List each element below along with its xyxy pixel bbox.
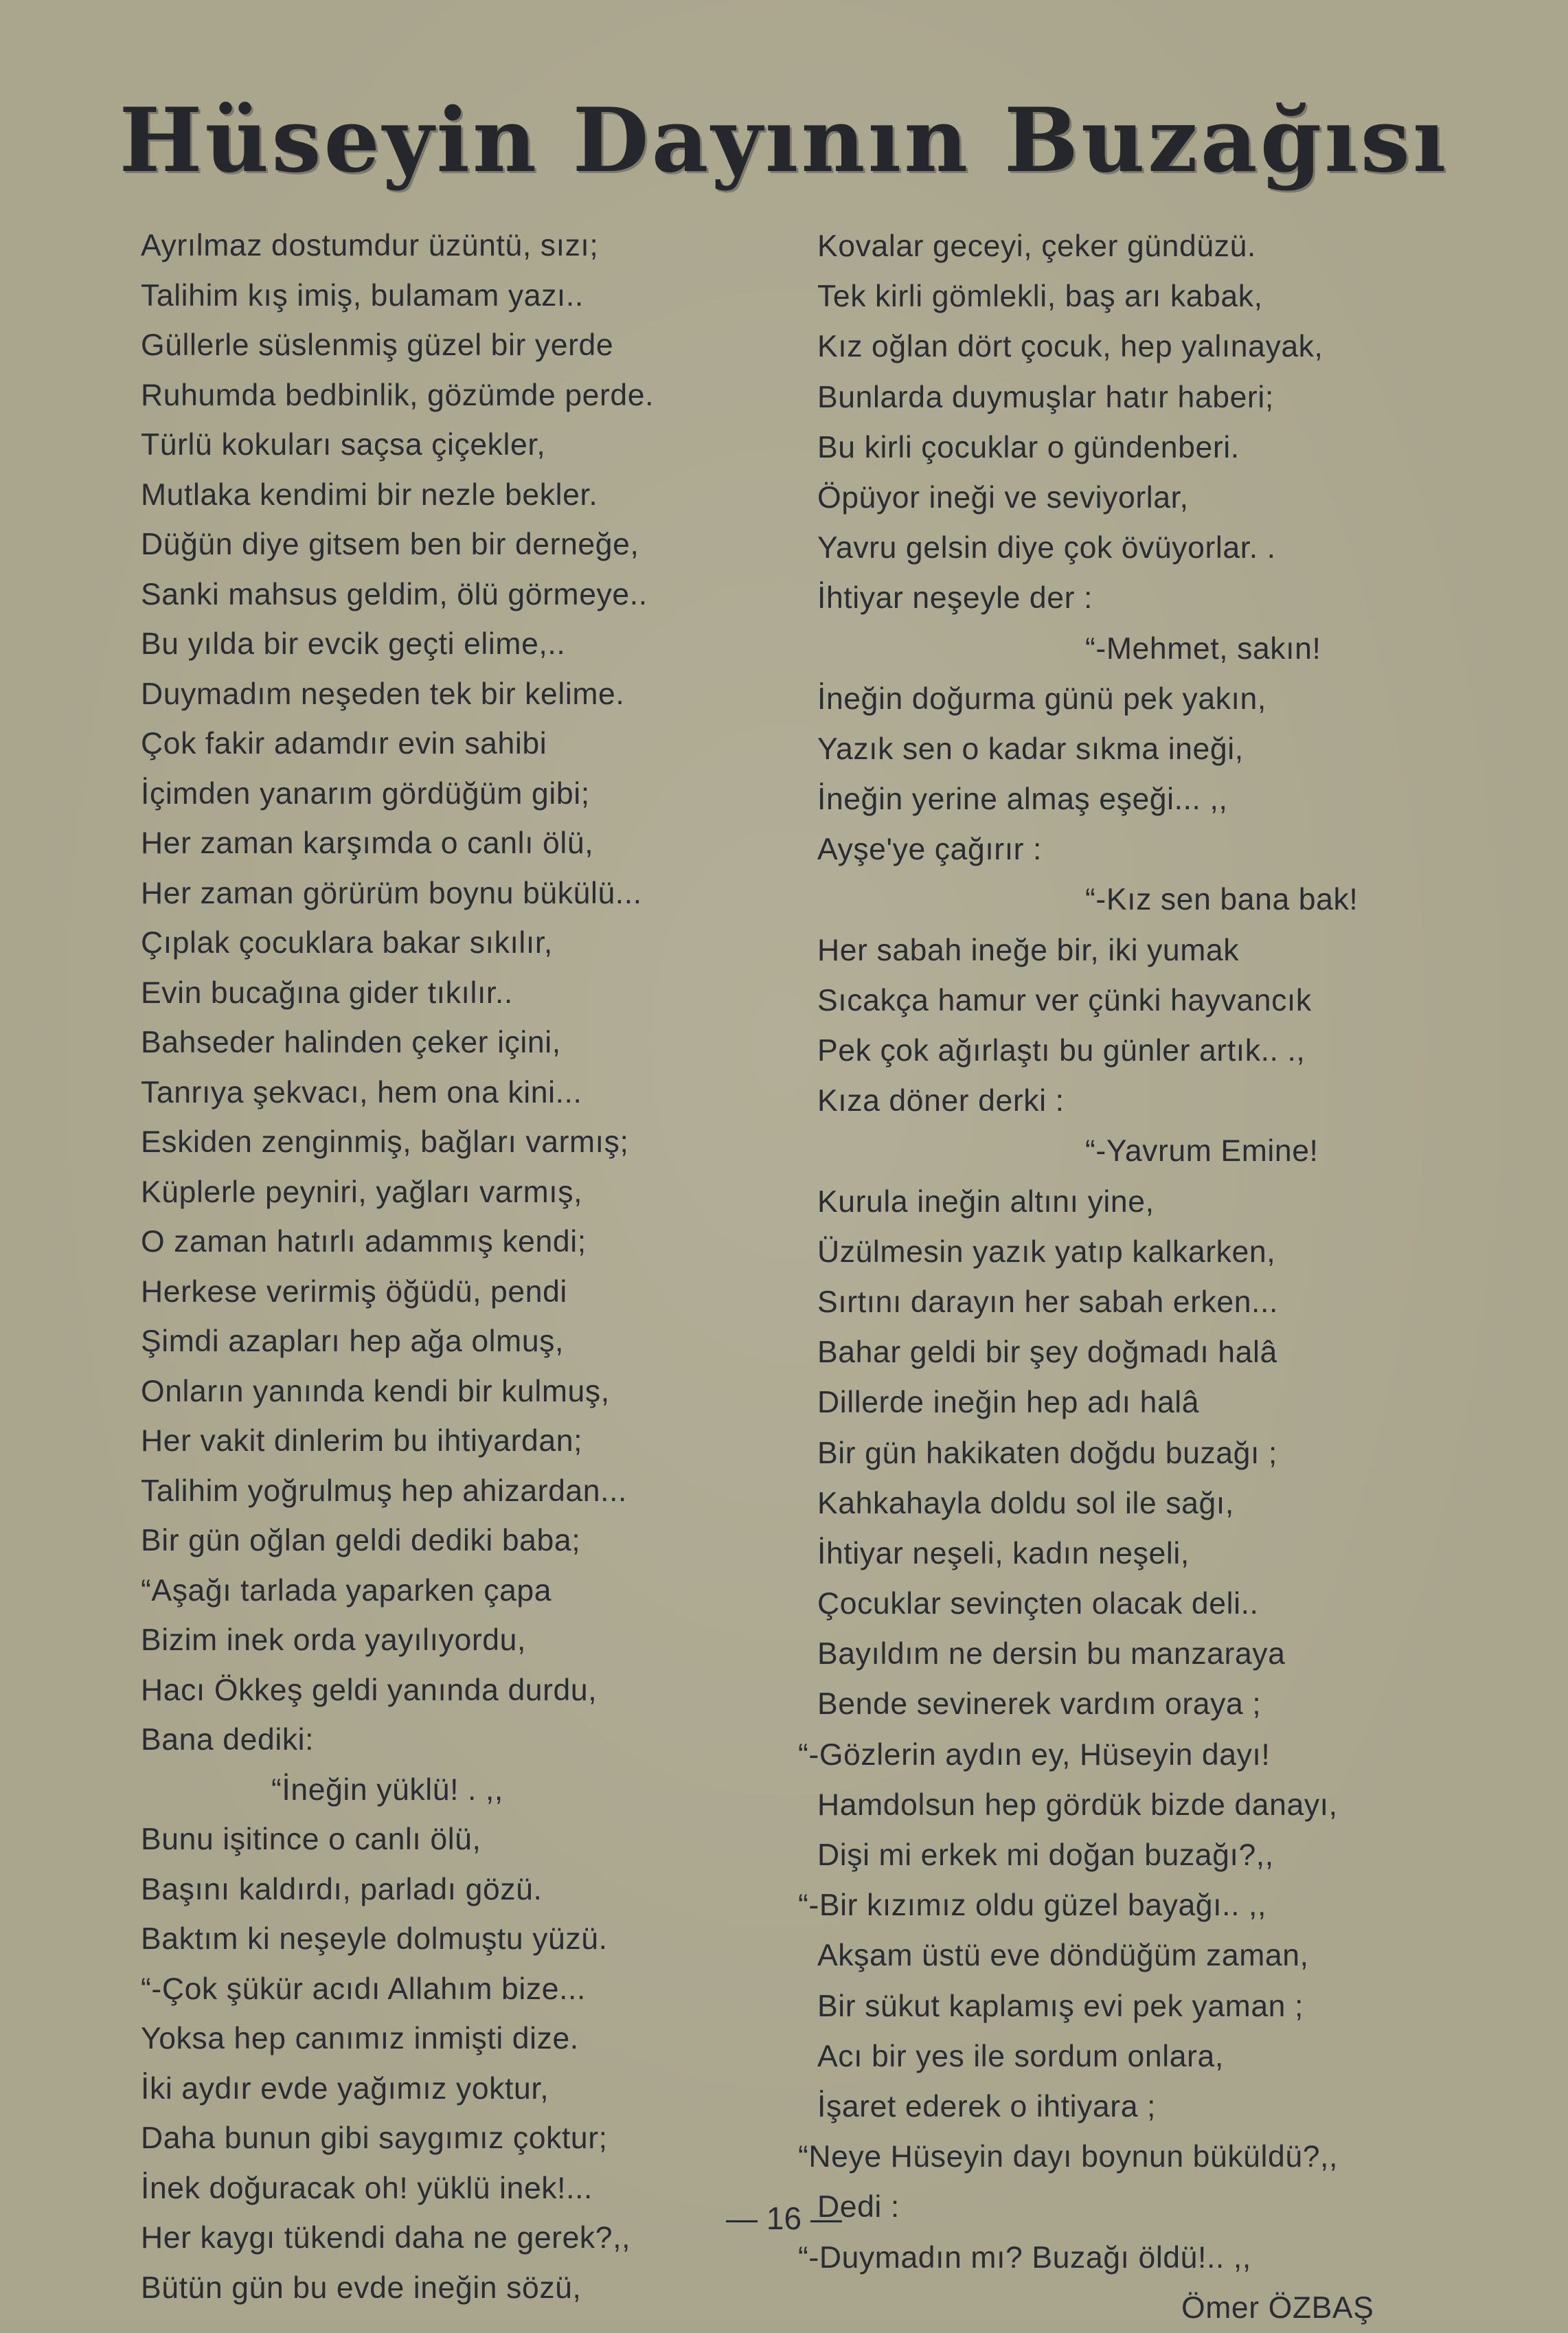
poem-line: Bir gün hakikaten doğdu buzağı ;	[817, 1436, 1277, 1470]
poem-line: “-Bir kızımız oldu güzel bayağı.. ,,	[798, 1889, 1266, 1923]
poem-line: Acı bir yes ile sordum onlara,	[817, 2039, 1224, 2073]
poem-line: Yazık sen o kadar sıkma ineği,	[817, 732, 1244, 766]
poem-line: Bizim inek orda yayılıyordu,	[141, 1623, 526, 1657]
poem-line: Her zaman görürüm boynu bükülü...	[141, 876, 642, 910]
poem-line: Bana dediki:	[141, 1723, 315, 1757]
poem-line: Baktım ki neşeyle dolmuştu yüzü.	[141, 1922, 608, 1956]
poem-line: “Aşağı tarlada yaparken çapa	[141, 1573, 552, 1608]
page-number: — 16 —	[726, 2200, 842, 2236]
poem-line: Çok fakir adamdır evin sahibi	[141, 727, 547, 760]
poem-line: Üzülmesin yazık yatıp kalkarken,	[817, 1235, 1276, 1269]
poem-line: Bütün gün bu evde ineğin sözü,	[141, 2270, 582, 2305]
poem-line: “-Kız sen bana bak!	[1085, 883, 1359, 917]
poem-line: Bu kirli çocuklar o gündenberi.	[817, 430, 1240, 464]
poem-line: Dedi :	[817, 2190, 900, 2224]
poem-right-column	[798, 221, 1504, 2333]
poem-line: O zaman hatırlı adammış kendi;	[141, 1225, 587, 1259]
poem-line: Bahseder halinden çeker içini,	[141, 1026, 561, 1059]
poem-line: “-Yavrum Emine!	[1085, 1134, 1319, 1169]
poem-line: Pek çok ağırlaştı bu günler artık.. .,	[817, 1034, 1306, 1068]
poem-line: İçimden yanarım gördüğüm gibi;	[141, 776, 590, 811]
poem-line: Onların yanında kendi bir kulmuş,	[141, 1374, 610, 1408]
poem-line: Eskiden zenginmiş, bağları varmış;	[141, 1125, 629, 1159]
poem-line: Bende sevinerek vardım oraya ;	[817, 1687, 1262, 1722]
poem-line: Bu yılda bir evcik geçti elime,..	[141, 627, 566, 661]
poem-line: Yoksa hep canımız inmişti dize.	[141, 2022, 579, 2055]
poem-line: Şimdi azapları hep ağa olmuş,	[141, 1325, 564, 1358]
poem-line: Bunu işitince o canlı ölü,	[141, 1823, 481, 1856]
poem-line: İneğin doğurma günü pek yakın,	[817, 681, 1266, 716]
poem-line: Kahkahayla doldu sol ile sağı,	[817, 1486, 1234, 1520]
poem-left-column	[141, 221, 773, 2313]
poem-line: Tanrıya şekvacı, hem ona kini...	[141, 1075, 582, 1109]
poem-author: Ömer ÖZBAŞ	[1181, 2290, 1374, 2325]
poem-line: “Neye Hüseyin dayı boynun büküldü?,,	[798, 2140, 1338, 2174]
poem-line: Düğün diye gitsem ben bir derneğe,	[141, 528, 639, 561]
poem-line: Ayrılmaz dostumdur üzüntü, sızı;	[141, 229, 599, 262]
poem-title: Hüseyin Dayının Buzağısı	[119, 89, 1449, 192]
poem-line: Akşam üstü eve döndüğüm zaman,	[817, 1939, 1309, 1973]
poem-line: Bunlarda duymuşlar hatır haberi;	[817, 380, 1274, 414]
poem-line: Sıcakça hamur ver çünki hayvancık	[817, 983, 1312, 1017]
poem-line: Güllerle süslenmiş güzel bir yerde	[141, 328, 614, 362]
poem-line: Hamdolsun hep gördük bizde danayı,	[817, 1788, 1338, 1822]
poem-line: Öpüyor ineği ve seviyorlar,	[817, 480, 1189, 515]
poem-line: Çıplak çocuklara bakar sıkılır,	[141, 926, 553, 960]
poem-line: “İneğin yüklü! . ,,	[271, 1772, 503, 1807]
poem-line: Talihim kış imiş, bulamam yazı..	[141, 278, 584, 313]
poem-line: Her vakit dinlerim bu ihtiyardan;	[141, 1424, 583, 1458]
poem-line: Her zaman karşımda o canlı ölü,	[141, 826, 594, 860]
poem-line: Her kaygı tükendi daha ne gerek?,,	[141, 2221, 631, 2255]
poem-line: İnek doğuracak oh! yüklü inek!...	[141, 2171, 593, 2205]
poem-line: İşaret ederek o ihtiyara ;	[817, 2089, 1156, 2123]
poem-line: Yavru gelsin diye çok övüyorlar. .	[817, 531, 1276, 565]
poem-line: Talihim yoğrulmuş hep ahizardan...	[141, 1474, 628, 1508]
poem-line: Sırtını darayın her sabah erken...	[817, 1285, 1278, 1319]
poem-line: İhtiyar neşeyle der :	[817, 581, 1093, 616]
poem-line: Bir sükut kaplamış evi pek yaman ;	[817, 1989, 1304, 2023]
poem-line: Daha bunun gibi saygımız çoktur;	[141, 2121, 608, 2155]
poem-line: Dillerde ineğin hep adı halâ	[817, 1386, 1200, 1420]
poem-line: Ruhumda bedbinlik, gözümde perde.	[141, 378, 655, 412]
poem-line: Başını kaldırdı, parladı gözü.	[141, 1872, 543, 1906]
poem-line: Duymadım neşeden tek bir kelime.	[141, 677, 625, 711]
poem-line: Hacı Ökkeş geldi yanında durdu,	[141, 1673, 598, 1707]
poem-line: Sanki mahsus geldim, ölü görmeye..	[141, 577, 648, 611]
poem-line: Her sabah ineğe bir, iki yumak	[817, 933, 1240, 967]
poem-line: “-Mehmet, sakın!	[1085, 631, 1321, 666]
poem-line: “-Duymadın mı? Buzağı öldü!.. ,,	[798, 2240, 1251, 2275]
poem-line: “-Gözlerin aydın ey, Hüseyin dayı!	[798, 1737, 1271, 1772]
poem-line: Herkese verirmiş öğüdü, pendi	[141, 1274, 567, 1309]
poem-line: Kıza döner derki :	[817, 1084, 1065, 1118]
poem-line: İhtiyar neşeli, kadın neşeli,	[817, 1536, 1190, 1570]
poem-line: Kurula ineğin altını yine,	[817, 1184, 1155, 1219]
poem-line: Ayşe'ye çağırır :	[817, 833, 1043, 867]
poem-line: Mutlaka kendimi bir nezle bekler.	[141, 477, 598, 512]
poem-line: “-Çok şükür acıdı Allahım bize...	[141, 1972, 586, 2006]
poem-line: Bahar geldi bir şey doğmadı halâ	[817, 1335, 1277, 1370]
poem-line: İki aydır evde yağımız yoktur,	[141, 2071, 549, 2106]
poem-line: Dişi mi erkek mi doğan buzağı?,,	[817, 1838, 1274, 1872]
poem-line: Tek kirli gömlekli, baş arı kabak,	[817, 280, 1263, 314]
poem-line: Bir gün oğlan geldi dediki baba;	[141, 1524, 581, 1557]
poem-line: İneğin yerine almaş eşeği... ,,	[817, 782, 1228, 817]
poem-line: Küplerle peyniri, yağları varmış,	[141, 1175, 583, 1209]
poem-line: Çocuklar sevinçten olacak deli..	[817, 1587, 1259, 1621]
poem-line: Kovalar geceyi, çeker gündüzü.	[817, 229, 1256, 263]
poem-line: Kız oğlan dört çocuk, hep yalınayak,	[817, 330, 1323, 364]
poem-line: Türlü kokuları saçsa çiçekler,	[141, 428, 546, 462]
poem-line: Bayıldım ne dersin bu manzaraya	[817, 1637, 1286, 1671]
poem-line: Evin bucağına gider tıkılır..	[141, 976, 513, 1010]
